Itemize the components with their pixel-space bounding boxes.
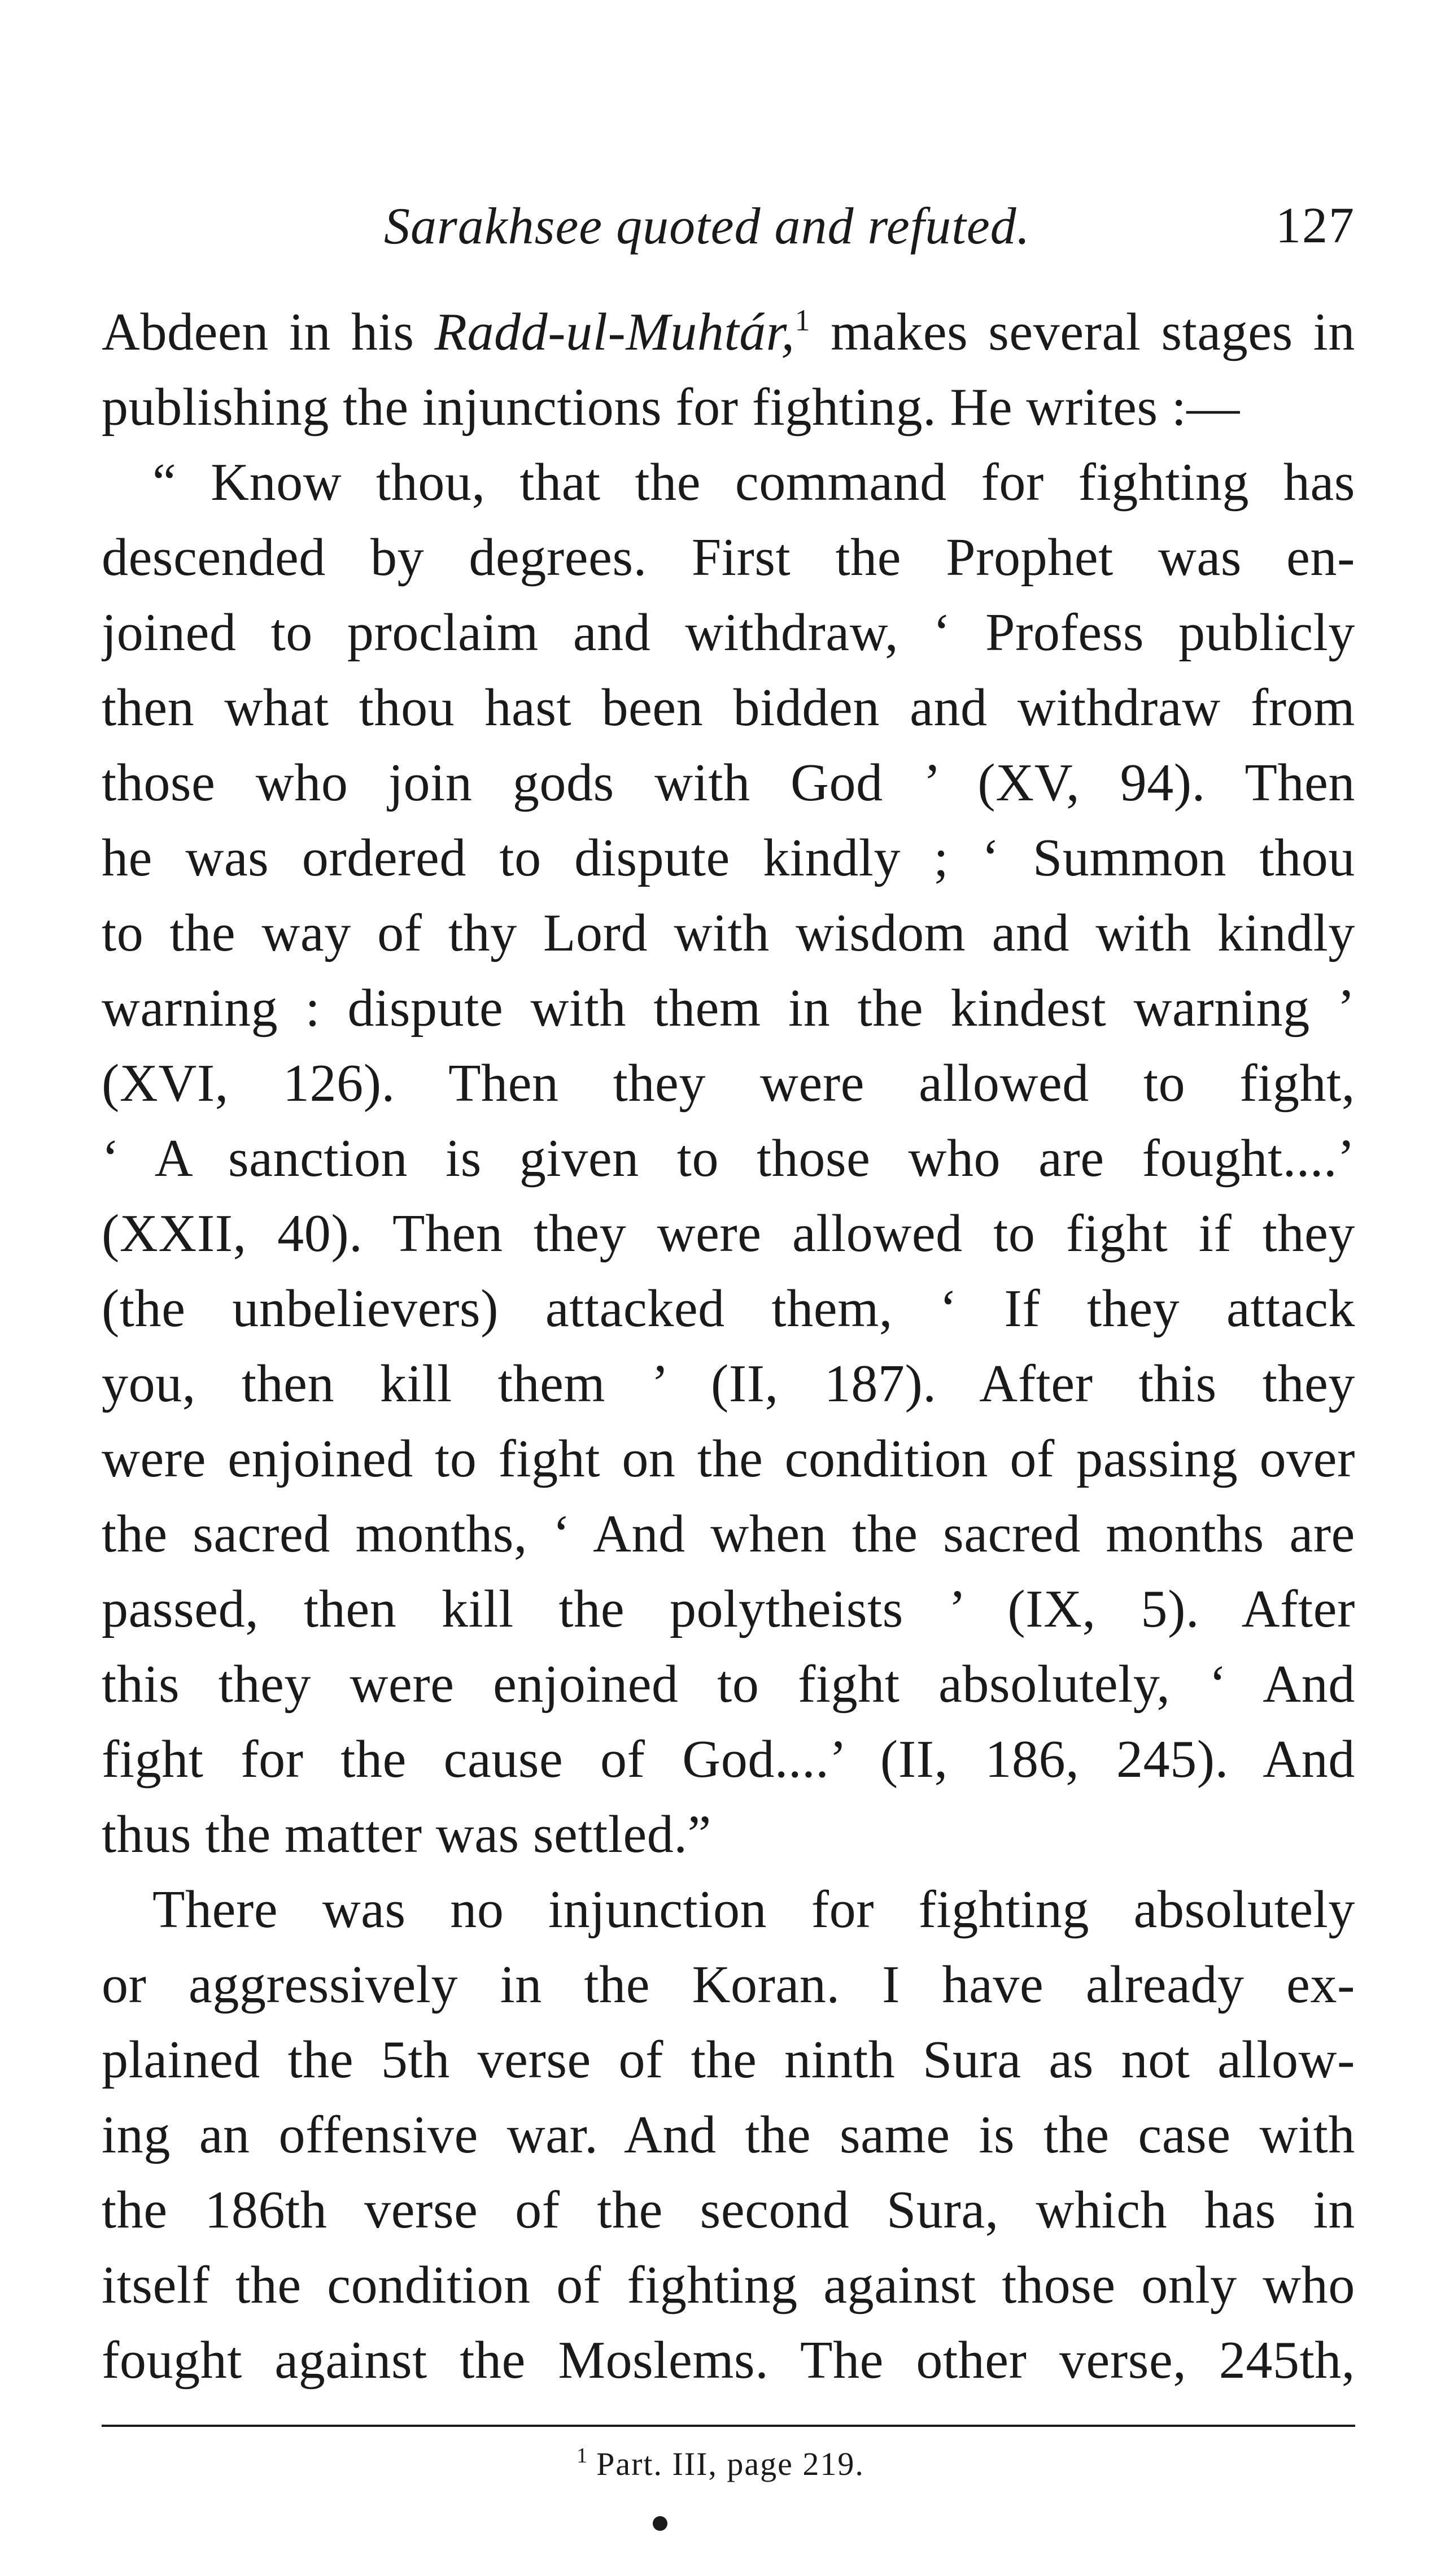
text-line-5: joined to proclaim and withdraw, ‘ Profess publicly bbox=[102, 603, 1355, 662]
text-line-24: plained the 5th verse of the ninth Sura as not allow- bbox=[102, 2030, 1355, 2089]
text-line-16: were enjoined to fight on the condition of passing over bbox=[102, 1429, 1355, 1488]
text-line-28: fought against the Moslems. The other verse, 245th, bbox=[102, 2331, 1355, 2390]
text-line-19: this they were enjoined to fight absolutely, ‘ And bbox=[102, 1655, 1355, 1714]
signature-dot-mark bbox=[653, 2516, 667, 2531]
body-text bbox=[102, 295, 1355, 2398]
footnote-divider bbox=[102, 2425, 1355, 2427]
running-head bbox=[102, 192, 1355, 260]
text-line-12: ‘ A sanction is given to those who are fought....’ bbox=[102, 1129, 1355, 1188]
text-line-23: or aggressively in the Koran. I have already ex- bbox=[102, 1955, 1355, 2014]
text-line-25: ing an offensive war. And the same is the case with bbox=[102, 2106, 1355, 2164]
text-line-27: itself the condition of fighting against those only who bbox=[102, 2256, 1355, 2315]
text-line-18: passed, then kill the polytheists ’ (IX, 5). After bbox=[102, 1580, 1355, 1638]
text-line-22: There was no injunction for fighting absolutely bbox=[152, 1880, 1355, 1939]
text-line-8: he was ordered to dispute kindly ; ‘ Summon thou bbox=[102, 829, 1355, 887]
text-line-20: fight for the cause of God....’ (II, 186, 245). And bbox=[102, 1730, 1355, 1789]
text-line-2: publishing the injunctions for fighting. He writes :— bbox=[102, 378, 1241, 437]
text-line-1 bbox=[102, 295, 1355, 370]
book-title-radd-ul-muhtar: Radd-ul-Muhtár, bbox=[434, 303, 795, 361]
footnote-reference: 1 bbox=[794, 303, 811, 337]
text-line-1-tail: makes several stages in bbox=[810, 303, 1355, 361]
text-line-4: descended by degrees. First the Prophet was en- bbox=[102, 528, 1355, 587]
page-number: 127 bbox=[1276, 198, 1355, 254]
footnote-text: Part. III, page 219. bbox=[596, 2446, 864, 2482]
text-line-6: then what thou hast been bidden and withdraw from bbox=[102, 678, 1355, 737]
text-line-1-lead: Abdeen in his bbox=[102, 303, 435, 361]
running-title: Sarakhsee quoted and refuted. bbox=[384, 197, 1030, 255]
text-line-26: the 186th verse of the second Sura, which has in bbox=[102, 2181, 1355, 2239]
text-line-21: thus the matter was settled.” bbox=[102, 1805, 711, 1864]
text-line-7: those who join gods with God ’ (XV, 94). Then bbox=[102, 753, 1355, 812]
footnote bbox=[0, 2439, 1441, 2490]
text-line-9: to the way of thy Lord with wisdom and with kindly bbox=[102, 904, 1355, 962]
text-line-3: “ Know thou, that the command for fighting has bbox=[152, 453, 1355, 512]
text-line-13: (XXII, 40). Then they were allowed to fight if they bbox=[102, 1204, 1355, 1263]
text-line-14: (the unbelievers) attacked them, ‘ If they attack bbox=[102, 1279, 1355, 1338]
text-line-10: warning : dispute with them in the kindest warning ’ bbox=[102, 979, 1355, 1038]
footnote-marker: 1 bbox=[577, 2444, 589, 2468]
text-line-15: you, then kill them ’ (II, 187). After this they bbox=[102, 1354, 1355, 1413]
text-line-17: the sacred months, ‘ And when the sacred months are bbox=[102, 1505, 1355, 1563]
text-line-11: (XVI, 126). Then they were allowed to fight, bbox=[102, 1054, 1355, 1113]
